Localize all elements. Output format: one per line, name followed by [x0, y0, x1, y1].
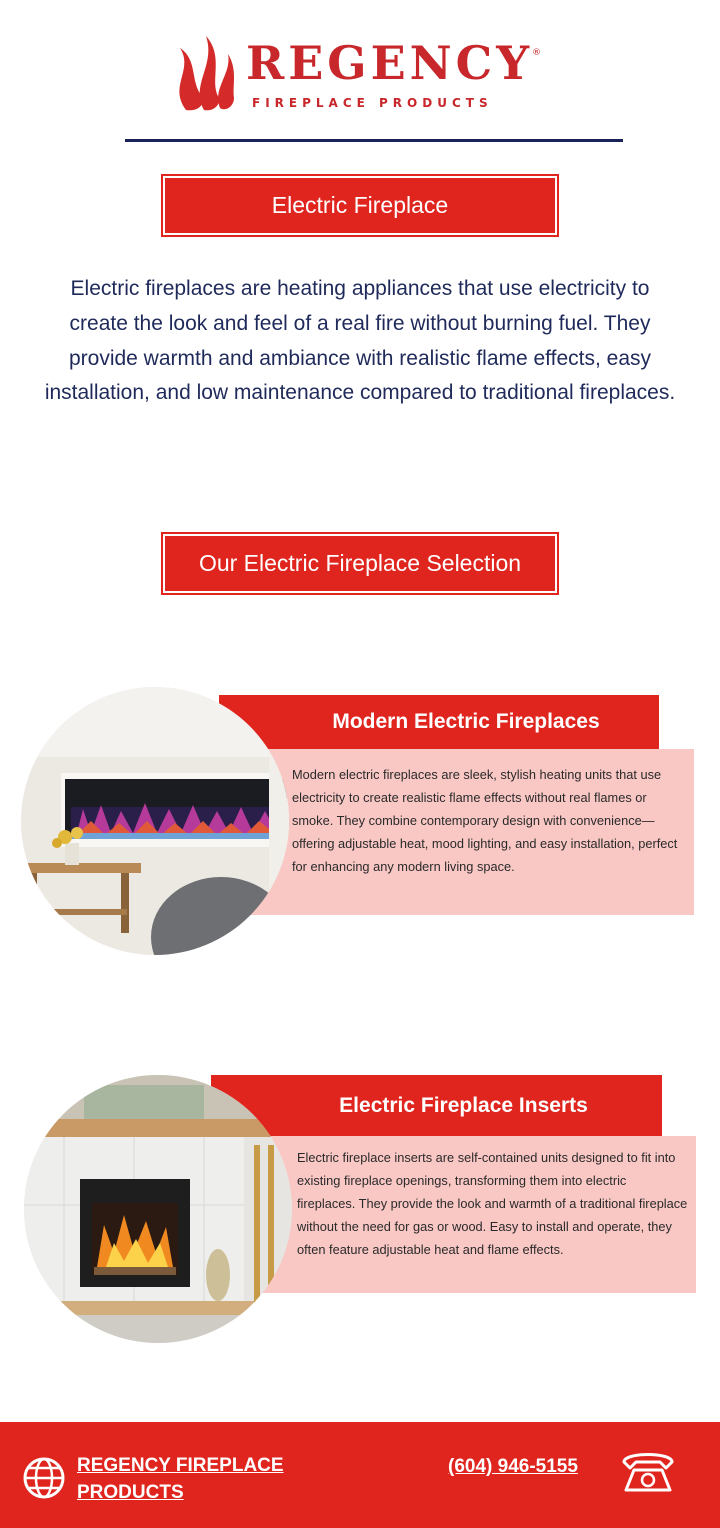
- electric-fireplace-button[interactable]: Electric Fireplace: [161, 174, 559, 237]
- brand-logo: [172, 26, 552, 116]
- modern-fireplace-photo: [21, 687, 289, 955]
- card-body-inserts: Electric fireplace inserts are self-contained units designed to fit into existing fireplace openings, transforming them into electric fireplaces. They provide the look and warmth of a traditional fireplace without the need for gas or wood. Easy to install and operate, they often feature adjustable heat and flame effects.: [250, 1136, 696, 1293]
- header-divider: [125, 139, 623, 142]
- phone-number-link[interactable]: (604) 946-5155: [448, 1456, 578, 1477]
- card-body-modern: Modern electric fireplaces are sleek, stylish heating units that use electricity to create realistic flame effects without real flames or smoke. They combine contemporary design with convenience—offering adjustable heat, mood lighting, and easy installation, perfect for enhancing any modern living space.: [250, 749, 694, 915]
- fireplace-insert-photo: [24, 1075, 292, 1343]
- registered-mark: ®: [532, 48, 541, 58]
- telephone-icon: [620, 1448, 676, 1494]
- card-title-modern: Modern Electric Fireplaces: [219, 695, 659, 749]
- intro-paragraph: Electric fireplaces are heating appliances that use electricity to create the look and feel of a real fire without burning fuel. They provide warmth and ambiance with realistic flame effects, easy installation, and low maintenance compared to traditional fireplaces.: [44, 277, 676, 405]
- globe-icon: [22, 1456, 66, 1500]
- card-title-inserts: Electric Fireplace Inserts: [211, 1075, 662, 1136]
- brand-tagline: FIREPLACE PRODUCTS: [252, 96, 493, 110]
- footer-bar: [0, 1422, 720, 1528]
- selection-button[interactable]: Our Electric Fireplace Selection: [161, 532, 559, 595]
- company-website-link[interactable]: REGENCY FIREPLACE PRODUCTS: [77, 1455, 284, 1503]
- flame-icon: [172, 26, 236, 112]
- brand-name: REGENCY: [246, 36, 534, 90]
